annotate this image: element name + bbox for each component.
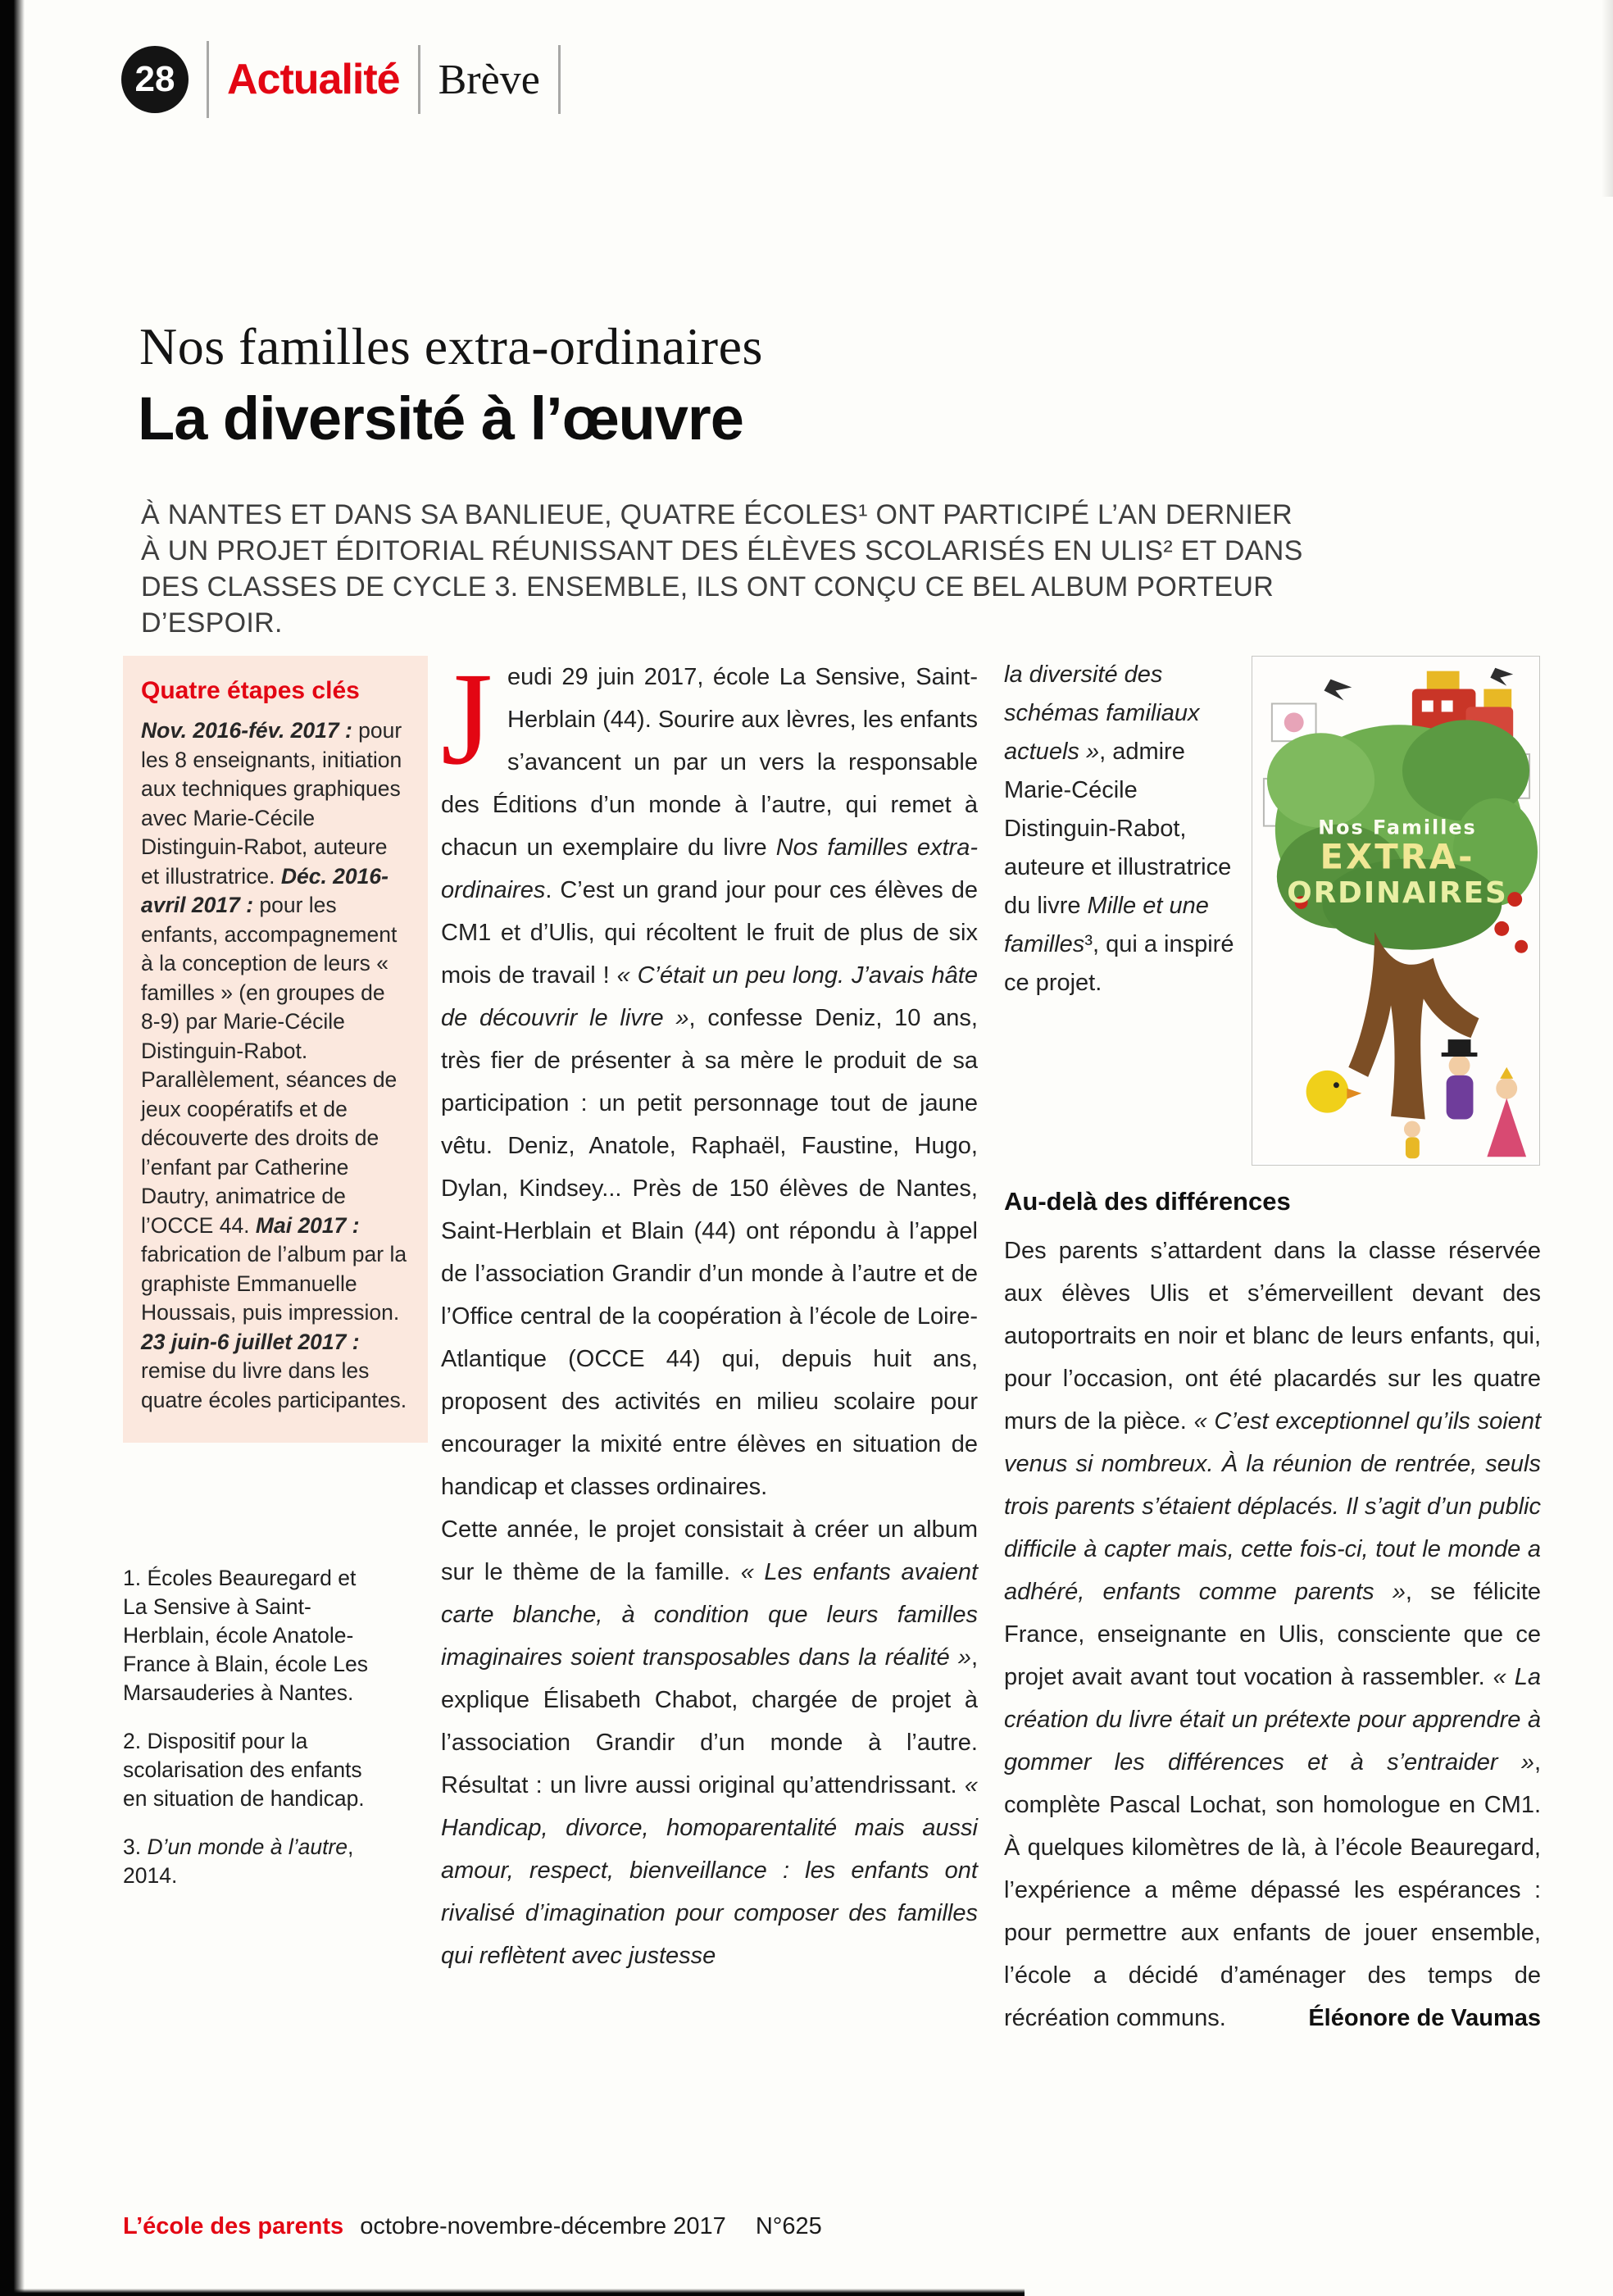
section-subhead: Au-delà des différences (1004, 1187, 1291, 1216)
column-gap (978, 656, 1004, 2039)
book-title-line3: ORDINAIRES (1287, 876, 1508, 911)
key-steps-heading: Quatre étapes clés (141, 677, 360, 704)
author-byline: Éléonore de Vaumas (1308, 2005, 1541, 2031)
article-columns (123, 646, 1542, 2039)
masthead-divider (207, 41, 209, 118)
footnote-1: 1. Écoles Beauregard et La Sensive à Saint-Herblain, école Anatole-France à Blain, école Les Marsauderies à Nantes. (123, 1566, 369, 1705)
page-footer (123, 2213, 822, 2240)
footnote-2: 2. Dispositif pour la scolarisation des enfants en situation de handicap. (123, 1729, 365, 1811)
center-column (441, 646, 979, 2039)
article-paragraph-1 (441, 646, 978, 1508)
standfirst: À NANTES ET DANS SA BANLIEUE, QUATRE ÉCOLES¹ ONT PARTICIPÉ L’AN DERNIER À UN PROJET ÉDITORIAL RÉUNISSANT DES ÉLÈVES SCOLARISÉS EN ULIS² ET DANS DES CLASSES DE CYCLE 3. ENSEMBLE, ILS ONT CONÇU CE BEL ALBUM PORTEUR D’ESPOIR. (141, 499, 1303, 639)
article-title: La diversité à l’œuvre (138, 384, 743, 452)
masthead-divider (418, 45, 420, 114)
masthead-divider (558, 45, 561, 114)
column-gap (428, 656, 441, 2039)
book-cover-image (1252, 656, 1540, 1166)
subsection-label: Brève (438, 56, 540, 103)
scan-edge-corner (1602, 0, 1613, 197)
right-column (1004, 656, 1541, 2039)
left-column (123, 656, 428, 2039)
scan-edge-left (0, 0, 25, 2296)
key-steps-box (123, 656, 428, 1443)
article-kicker: Nos familles extra-ordinaires (139, 317, 763, 375)
book-title-line2: EXTRA- (1320, 836, 1475, 877)
footnote-3: 3. D’un monde à l’autre, 2014. (123, 1835, 354, 1888)
footnotes (123, 1564, 369, 1890)
key-steps-text: Nov. 2016-fév. 2017 : pour les 8 enseignants, initiation aux techniques graphiques avec Marie-Cécile Distinguin-Rabot, auteure et illustratrice. Déc. 2016-avril 2017 : pour les enfants, accompagnement à la conception de leurs « familles » (en groupes de 8-9) par Marie-Cécile Distinguin-Rabot. Parallèlement, séances de jeux coopératifs et de découverte des droits de l’enfant par Catherine Dautry, animatrice de l’OCCE 44. Mai 2017 : fabrication de l’album par la graphiste Emmanuelle Houssais, puis impression. 23 juin-6 juillet 2017 : remise du livre dans les quatre écoles participantes. (141, 718, 407, 1412)
scan-edge-bottom (0, 2289, 1025, 2296)
issue-date: octobre-novembre-décembre 2017 (360, 2213, 726, 2239)
page-number-badge: 28 (121, 46, 189, 113)
article-paragraph-2: Cette année, le projet consistait à créer un album sur le thème de la famille. « Les enfants avaient carte blanche, à condition que leurs familles imaginaires soient transposables dans la réalité », explique Élisabeth Chabot, chargée de projet à l’association Grandir d’un monde à l’autre. Résultat : un livre aussi original qu’attendrissant. « Handicap, divorce, homoparentalité mais aussi amour, respect, bienveillance : les enfants ont rivalisé d’imagination pour composer des familles qui reflètent avec justesse (441, 1516, 979, 1969)
right-column-top (1004, 656, 1541, 1166)
paragraph-text: Des parents s’attardent dans la classe réservée aux élèves Ulis et s’émerveillent devant des autoportraits en noir et blanc de leurs enfants, qui, pour l’occasion, ont été placardés sur les quatre murs de la pièce. « C’est exceptionnel qu’ils soient venus si nombreux. À la réunion de rentrée, seuls trois parents s’étaient déplacés. Il s’agit d’un public difficile à capter mais, cette fois-ci, tout le monde a adhéré, enfants comme parents », se félicite France, enseignante en Ulis, consciente que ce projet avait avant tout vocation à rassembler. « La création du livre était un prétexte pour apprendre à gommer les différences et à s’entraider », complète Pascal Lochat, son homologue en CM1. À quelques kilomètres de là, à l’école Beauregard, l’expérience a même dépassé les espérances : pour permettre aux enfants de jouer ensemble, l’école a décidé d’aménager des temps de récréation communs. (1004, 1238, 1542, 2031)
book-title-line1: Nos Familles (1318, 816, 1477, 839)
section-label: Actualité (227, 56, 400, 103)
issue-number: N°625 (755, 2213, 822, 2239)
paragraph-text: eudi 29 juin 2017, école La Sensive, Saint-Herblain (44). Sourire aux lèvres, les enfants s’avancent un par un vers la responsable des Éditions d’un monde à l’autre, qui remet à chacun un exemplaire du livre Nos familles extra-ordinaires. C’est un grand jour pour ces élèves de CM1 et d’Ulis, qui récoltent le fruit de plus de six mois de travail ! « C’était un peu long. J’avais hâte de découvrir le livre », confesse Deniz, 10 ans, très fier de présenter à sa mère le produit de sa participation : un petit personnage tout de jaune vêtu. Deniz, Anatole, Raphaël, Faustine, Hugo, Dylan, Kindsey... Près de 150 élèves de Nantes, Saint-Herblain et Blain (44) ont répondu à l’appel de l’association Grandir d’un monde à l’autre et de l’Office central de la coopération à l’école de Loire-Atlantique (OCCE 44) qui, depuis huit ans, proposent des activités en milieu scolaire pour encourager la mixité entre élèves en situation de handicap et classes ordinaires. (441, 664, 978, 1500)
drop-cap: J (441, 646, 493, 793)
article-paragraph-3 (1004, 1230, 1541, 2039)
masthead (121, 41, 579, 118)
magazine-name: L’école des parents (123, 2213, 344, 2239)
quote-continuation: la diversité des schémas familiaux actuels », admire Marie-Cécile Distinguin-Rabot, auteure et illustratrice du livre Mille et une familles³, qui a inspiré ce projet. (1004, 662, 1234, 996)
book-cover-illustration (1252, 657, 1539, 1165)
